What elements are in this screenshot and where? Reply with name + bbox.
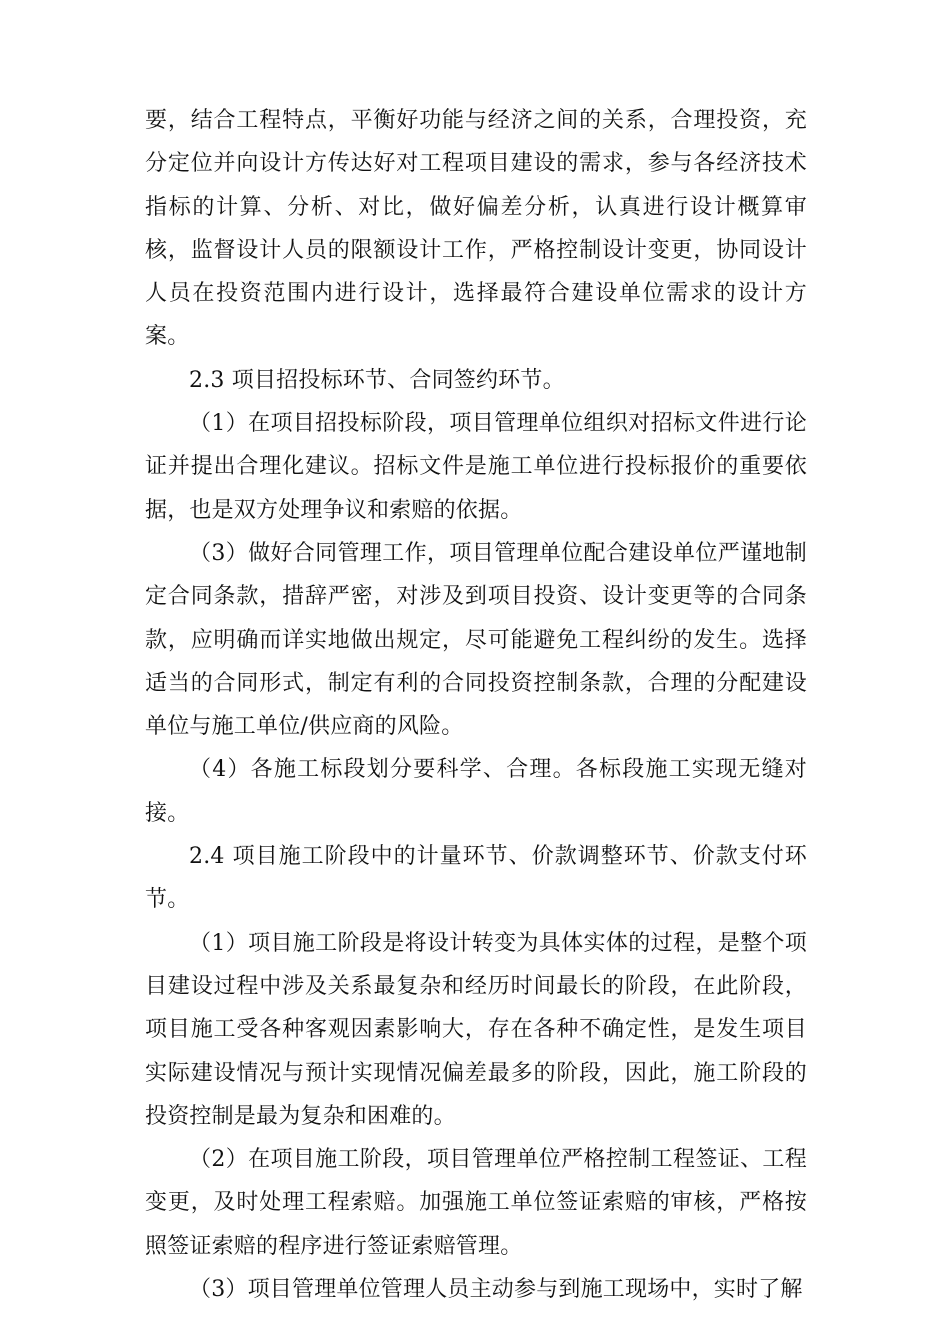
paragraph-2-3-item-3: （3）做好合同管理工作，项目管理单位配合建设单位严谨地制定合同条款，措辞严密，对涉及到项目投资、设计变更等的合同条款，应明确而详实地做出规定，尽可能避免工程纠纷的发生。选择适当的合同形式，制定有利的合同投资控制条款，合理的分配建设单位与施工单位/供应商的风险。 [145,540,807,740]
paragraph-2-3-item-1: （1）在项目招投标阶段，项目管理单位组织对招标文件进行论证并提出合理化建议。招标文件是施工单位进行投标报价的重要依据，也是双方处理争议和索赔的依据。 [145,411,807,523]
document-body [145,99,807,1311]
paragraph-2-4-item-3: （3）项目管理单位管理人员主动参与到施工现场中，实时了解 [189,1277,803,1303]
paragraph-2-4-item-1: （1）项目施工阶段是将设计转变为具体实体的过程，是整个项目建设过程中涉及关系最复杂和经历时间最长的阶段，在此阶段，项目施工受各种客观因素影响大，存在各种不确定性，是发生项目实际建设情况与预计实现情况偏差最多的阶段，因此，施工阶段的投资控制是最为复杂和困难的。 [145,930,807,1129]
paragraph-2-4-item-2: （2）在项目施工阶段，项目管理单位严格控制工程签证、工程变更，及时处理工程索赔。加强施工单位签证索赔的审核，严格按照签证索赔的程序进行签证索赔管理。 [145,1147,807,1259]
section-heading-2-3: 2.3 项目招投标环节、合同签约环节。 [189,367,565,393]
paragraph-2-3-item-4: （4）各施工标段划分要科学、合理。各标段施工实现无缝对接。 [145,757,807,826]
section-heading-2-4: 2.4 项目施工阶段中的计量环节、价款调整环节、价款支付环节。 [145,844,807,913]
paragraph-continuation: 要，结合工程特点，平衡好功能与经济之间的关系，合理投资，充分定位并向设计方传达好对工程项目建设的需求，参与各经济技术指标的计算、分析、对比，做好偏差分析，认真进行设计概算审核，监督设计人员的限额设计工作，严格控制设计变更，协同设计人员在投资范围内进行设计，选择最符合建设单位需求的设计方案。 [145,108,807,350]
